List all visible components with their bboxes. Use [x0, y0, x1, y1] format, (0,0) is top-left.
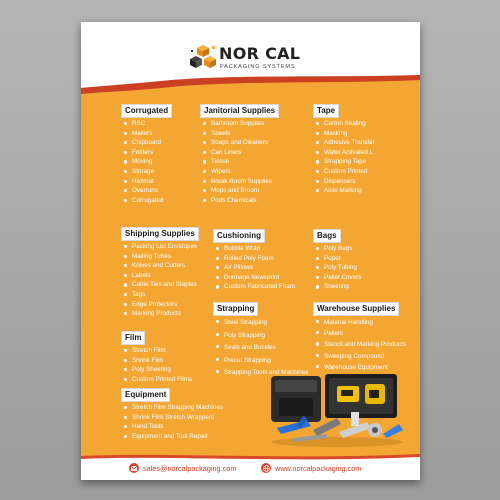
section-title: Strapping — [213, 302, 258, 316]
section-shipping-supplies — [121, 223, 199, 319]
list-item: Steel Strapping — [213, 317, 308, 330]
list-item: Dunnage Newsprint — [213, 273, 295, 283]
list-item: Strapping Tape — [313, 157, 375, 167]
item-list — [313, 244, 361, 292]
list-item: Custom Fabricated Foam — [213, 282, 295, 292]
list-item: Towels — [200, 129, 279, 139]
brand-logo — [189, 43, 319, 75]
list-item: Poly Strapping — [213, 330, 308, 343]
list-item: Stretch Film — [121, 346, 192, 356]
list-item: Bubble Wrap — [213, 244, 295, 254]
section-corrugated — [121, 100, 172, 205]
list-item: Aisle Marking — [313, 186, 375, 196]
list-item: Hand Tools — [121, 422, 223, 432]
list-item: Packing List Envelopes — [121, 242, 199, 252]
list-item: Water Activated L — [313, 148, 375, 158]
list-item: Equipment and Tool Repair — [121, 432, 223, 442]
list-item: Custom Printed Films — [121, 375, 192, 385]
list-item: Poly Sheeting — [121, 365, 192, 375]
list-item: Sweeping Compound — [313, 351, 406, 362]
section-janitorial-supplies — [200, 100, 279, 205]
list-item: Tags — [121, 290, 199, 300]
brand-name: NOR CAL — [219, 44, 301, 63]
flyer-footer — [81, 452, 420, 480]
list-item: Corrugated — [121, 196, 172, 206]
list-item: Moving — [121, 157, 172, 167]
list-item: Bathroom Supplies — [200, 119, 279, 129]
list-item: Adhesive Transfer — [313, 138, 375, 148]
section-cushioning — [213, 225, 295, 292]
list-item: Labels — [121, 271, 199, 281]
list-item: Mailing Tubes — [121, 252, 199, 262]
cube-logo-icon — [189, 43, 217, 73]
flyer-header — [81, 22, 420, 94]
list-item: Mops and Broom — [200, 186, 279, 196]
list-item: Material Handling — [313, 317, 406, 328]
list-item: Storage — [121, 167, 172, 177]
list-item: Poly Tubing — [313, 263, 361, 273]
list-item: Poly Bags — [313, 244, 361, 254]
item-list — [313, 317, 406, 373]
list-item: Masking — [313, 129, 375, 139]
list-item: Overruns — [121, 186, 172, 196]
item-list — [213, 244, 295, 292]
email-link[interactable]: sales@norcalpackaging.com — [143, 463, 237, 473]
section-film — [121, 327, 192, 384]
section-equipment — [121, 384, 223, 441]
section-tape — [313, 100, 375, 196]
list-item: Mailers — [121, 129, 172, 139]
list-item: Rolled Poly Foam — [213, 254, 295, 264]
item-list — [121, 242, 199, 319]
footer-website[interactable] — [261, 463, 361, 473]
list-item: Cable Ties and Staples — [121, 280, 199, 290]
list-item: Poper — [313, 254, 361, 264]
section-title: Bags — [313, 229, 341, 243]
brand-tagline: PACKAGING SYSTEMS — [220, 64, 296, 70]
envelope-icon — [129, 463, 139, 473]
list-item: Custom Printed — [313, 167, 375, 177]
website-link[interactable]: www.norcalpackaging.com — [275, 463, 362, 473]
list-item: RSC — [121, 119, 172, 129]
list-item: Strapping Tools and Machines — [213, 367, 308, 380]
list-item: Carton Sealing — [313, 119, 375, 129]
list-item: Pallet Covers — [313, 273, 361, 283]
item-list — [121, 119, 172, 205]
list-item: Warehouse Equipment — [313, 362, 406, 373]
list-item: Sheeting — [313, 282, 361, 292]
section-title: Shipping Supplies — [121, 227, 199, 241]
list-item: Can Liners — [200, 148, 279, 158]
list-item: Seals and Buckles — [213, 342, 308, 355]
globe-icon — [261, 463, 271, 473]
item-list — [121, 403, 223, 441]
list-item: Stencil and Marking Products — [313, 339, 406, 350]
item-list — [121, 346, 192, 384]
list-item: Shrink Film — [121, 356, 192, 366]
list-item: Dispensers — [313, 177, 375, 187]
section-bags — [313, 225, 361, 292]
list-item: Edge Protectors — [121, 300, 199, 310]
item-list — [200, 119, 279, 205]
list-item: Soaps and Cleaners — [200, 138, 279, 148]
section-title: Janitorial Supplies — [200, 104, 279, 118]
section-warehouse-supplies — [313, 298, 406, 373]
list-item: Pods Chemicals — [200, 196, 279, 206]
list-item: Precut Strapping — [213, 355, 308, 368]
section-title: Warehouse Supplies — [313, 302, 399, 316]
section-title: Cushioning — [213, 229, 265, 243]
item-list — [313, 119, 375, 196]
footer-email[interactable] — [129, 463, 236, 473]
list-item: Shrink Film Stretch Wrappers — [121, 413, 223, 423]
list-item: Pallets — [313, 328, 406, 339]
list-item: Stretch Film Strapping Machines — [121, 403, 223, 413]
flyer-sheet — [81, 22, 420, 480]
packaging-tools-image — [267, 368, 407, 448]
list-item: Break Room Supplies — [200, 177, 279, 187]
list-item: Marking Products — [121, 309, 199, 319]
list-item: Folders — [121, 148, 172, 158]
section-title: Equipment — [121, 388, 170, 402]
section-title: Corrugated — [121, 104, 172, 118]
list-item: Hazmat — [121, 177, 172, 187]
list-item: Knives and Cutters — [121, 261, 199, 271]
section-title: Tape — [313, 104, 339, 118]
list-item: Wipers — [200, 167, 279, 177]
list-item: Air Pillows — [213, 263, 295, 273]
section-title: Film — [121, 331, 145, 345]
list-item: Chipboard — [121, 138, 172, 148]
list-item: Tissue — [200, 157, 279, 167]
